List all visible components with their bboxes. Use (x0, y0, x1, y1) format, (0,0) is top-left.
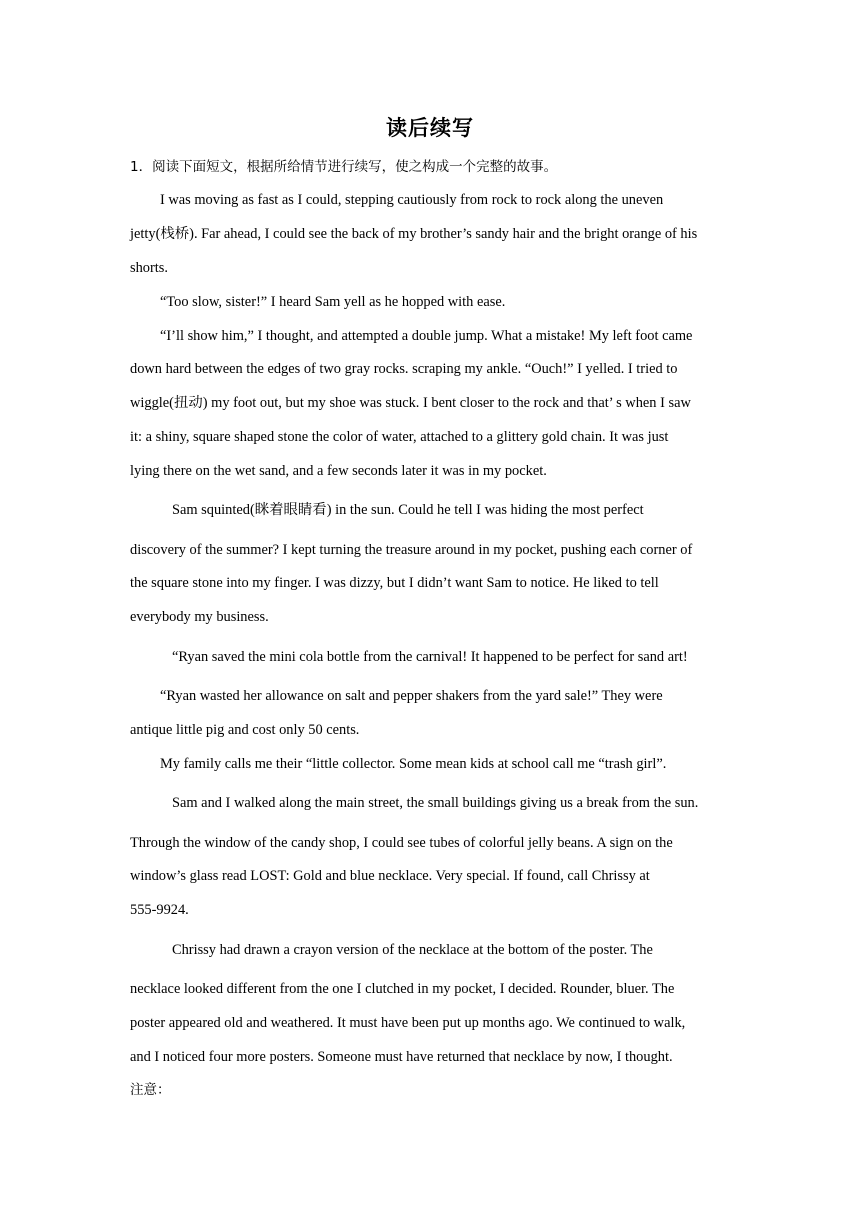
question-intro: 1．阅读下面短文，根据所给情节进行续写，使之构成一个完整的故事。 (130, 159, 558, 175)
note-label: 注意： (130, 1082, 171, 1098)
paragraph-line: and I noticed four more posters. Someone must have returned that necklace by now, I thought. (130, 1049, 673, 1065)
paragraph-line: “Too slow, sister!” I heard Sam yell as he hopped with ease. (160, 294, 506, 310)
paragraph-line: “Ryan wasted her allowance on salt and pepper shakers from the yard sale!” They were (160, 688, 663, 704)
paragraph-line: shorts. (130, 260, 168, 276)
paragraph-line: antique little pig and cost only 50 cents. (130, 722, 360, 738)
paragraph-line: jetty(栈桥). Far ahead, I could see the back of my brother’s sandy hair and the bright orange of his (130, 226, 698, 242)
paragraph-line: Chrissy had drawn a crayon version of the necklace at the bottom of the poster. The (172, 942, 653, 958)
paragraph-line: wiggle(扭动) my foot out, but my shoe was stuck. I bent closer to the rock and that’ s when I saw (130, 395, 691, 411)
paragraph-line: “Ryan saved the mini cola bottle from the carnival! It happened to be perfect for sand art! (172, 649, 688, 665)
paragraph-line: My family calls me their “little collector. Some mean kids at school call me “trash girl”. (160, 756, 667, 772)
document-title: 读后续写 (386, 116, 474, 140)
paragraph-line: down hard between the edges of two gray rocks. scraping my ankle. “Ouch!” I yelled. I tried to (130, 361, 678, 377)
paragraph-line: discovery of the summer? I kept turning the treasure around in my pocket, pushing each corner of (130, 542, 693, 558)
paragraph-line: window’s glass read LOST: Gold and blue necklace. Very special. If found, call Chrissy at (130, 868, 650, 884)
paragraph-line: I was moving as fast as I could, stepping cautiously from rock to rock along the uneven (160, 192, 664, 208)
paragraph-line: “I’ll show him,” I thought, and attempted a double jump. What a mistake! My left foot came (160, 328, 693, 344)
paragraph-line: necklace looked different from the one I clutched in my pocket, I decided. Rounder, bluer. The (130, 981, 675, 997)
paragraph-line: lying there on the wet sand, and a few seconds later it was in my pocket. (130, 463, 547, 479)
paragraph-line: poster appeared old and weathered. It must have been put up months ago. We continued to walk, (130, 1015, 686, 1031)
paragraph-line: 555-9924. (130, 902, 189, 918)
paragraph-line: Sam and I walked along the main street, the small buildings giving us a break from the sun. (172, 795, 699, 811)
paragraph-line: the square stone into my finger. I was dizzy, but I didn’t want Sam to notice. He liked to tell (130, 575, 659, 591)
paragraph-line: Through the window of the candy shop, I could see tubes of colorful jelly beans. A sign on the (130, 835, 673, 851)
paragraph-line: everybody my business. (130, 609, 269, 625)
paragraph-line: it: a shiny, square shaped stone the color of water, attached to a glittery gold chain. It was just (130, 429, 669, 445)
paragraph-line: Sam squinted(眯着眼睛看) in the sun. Could he tell I was hiding the most perfect (172, 502, 644, 518)
